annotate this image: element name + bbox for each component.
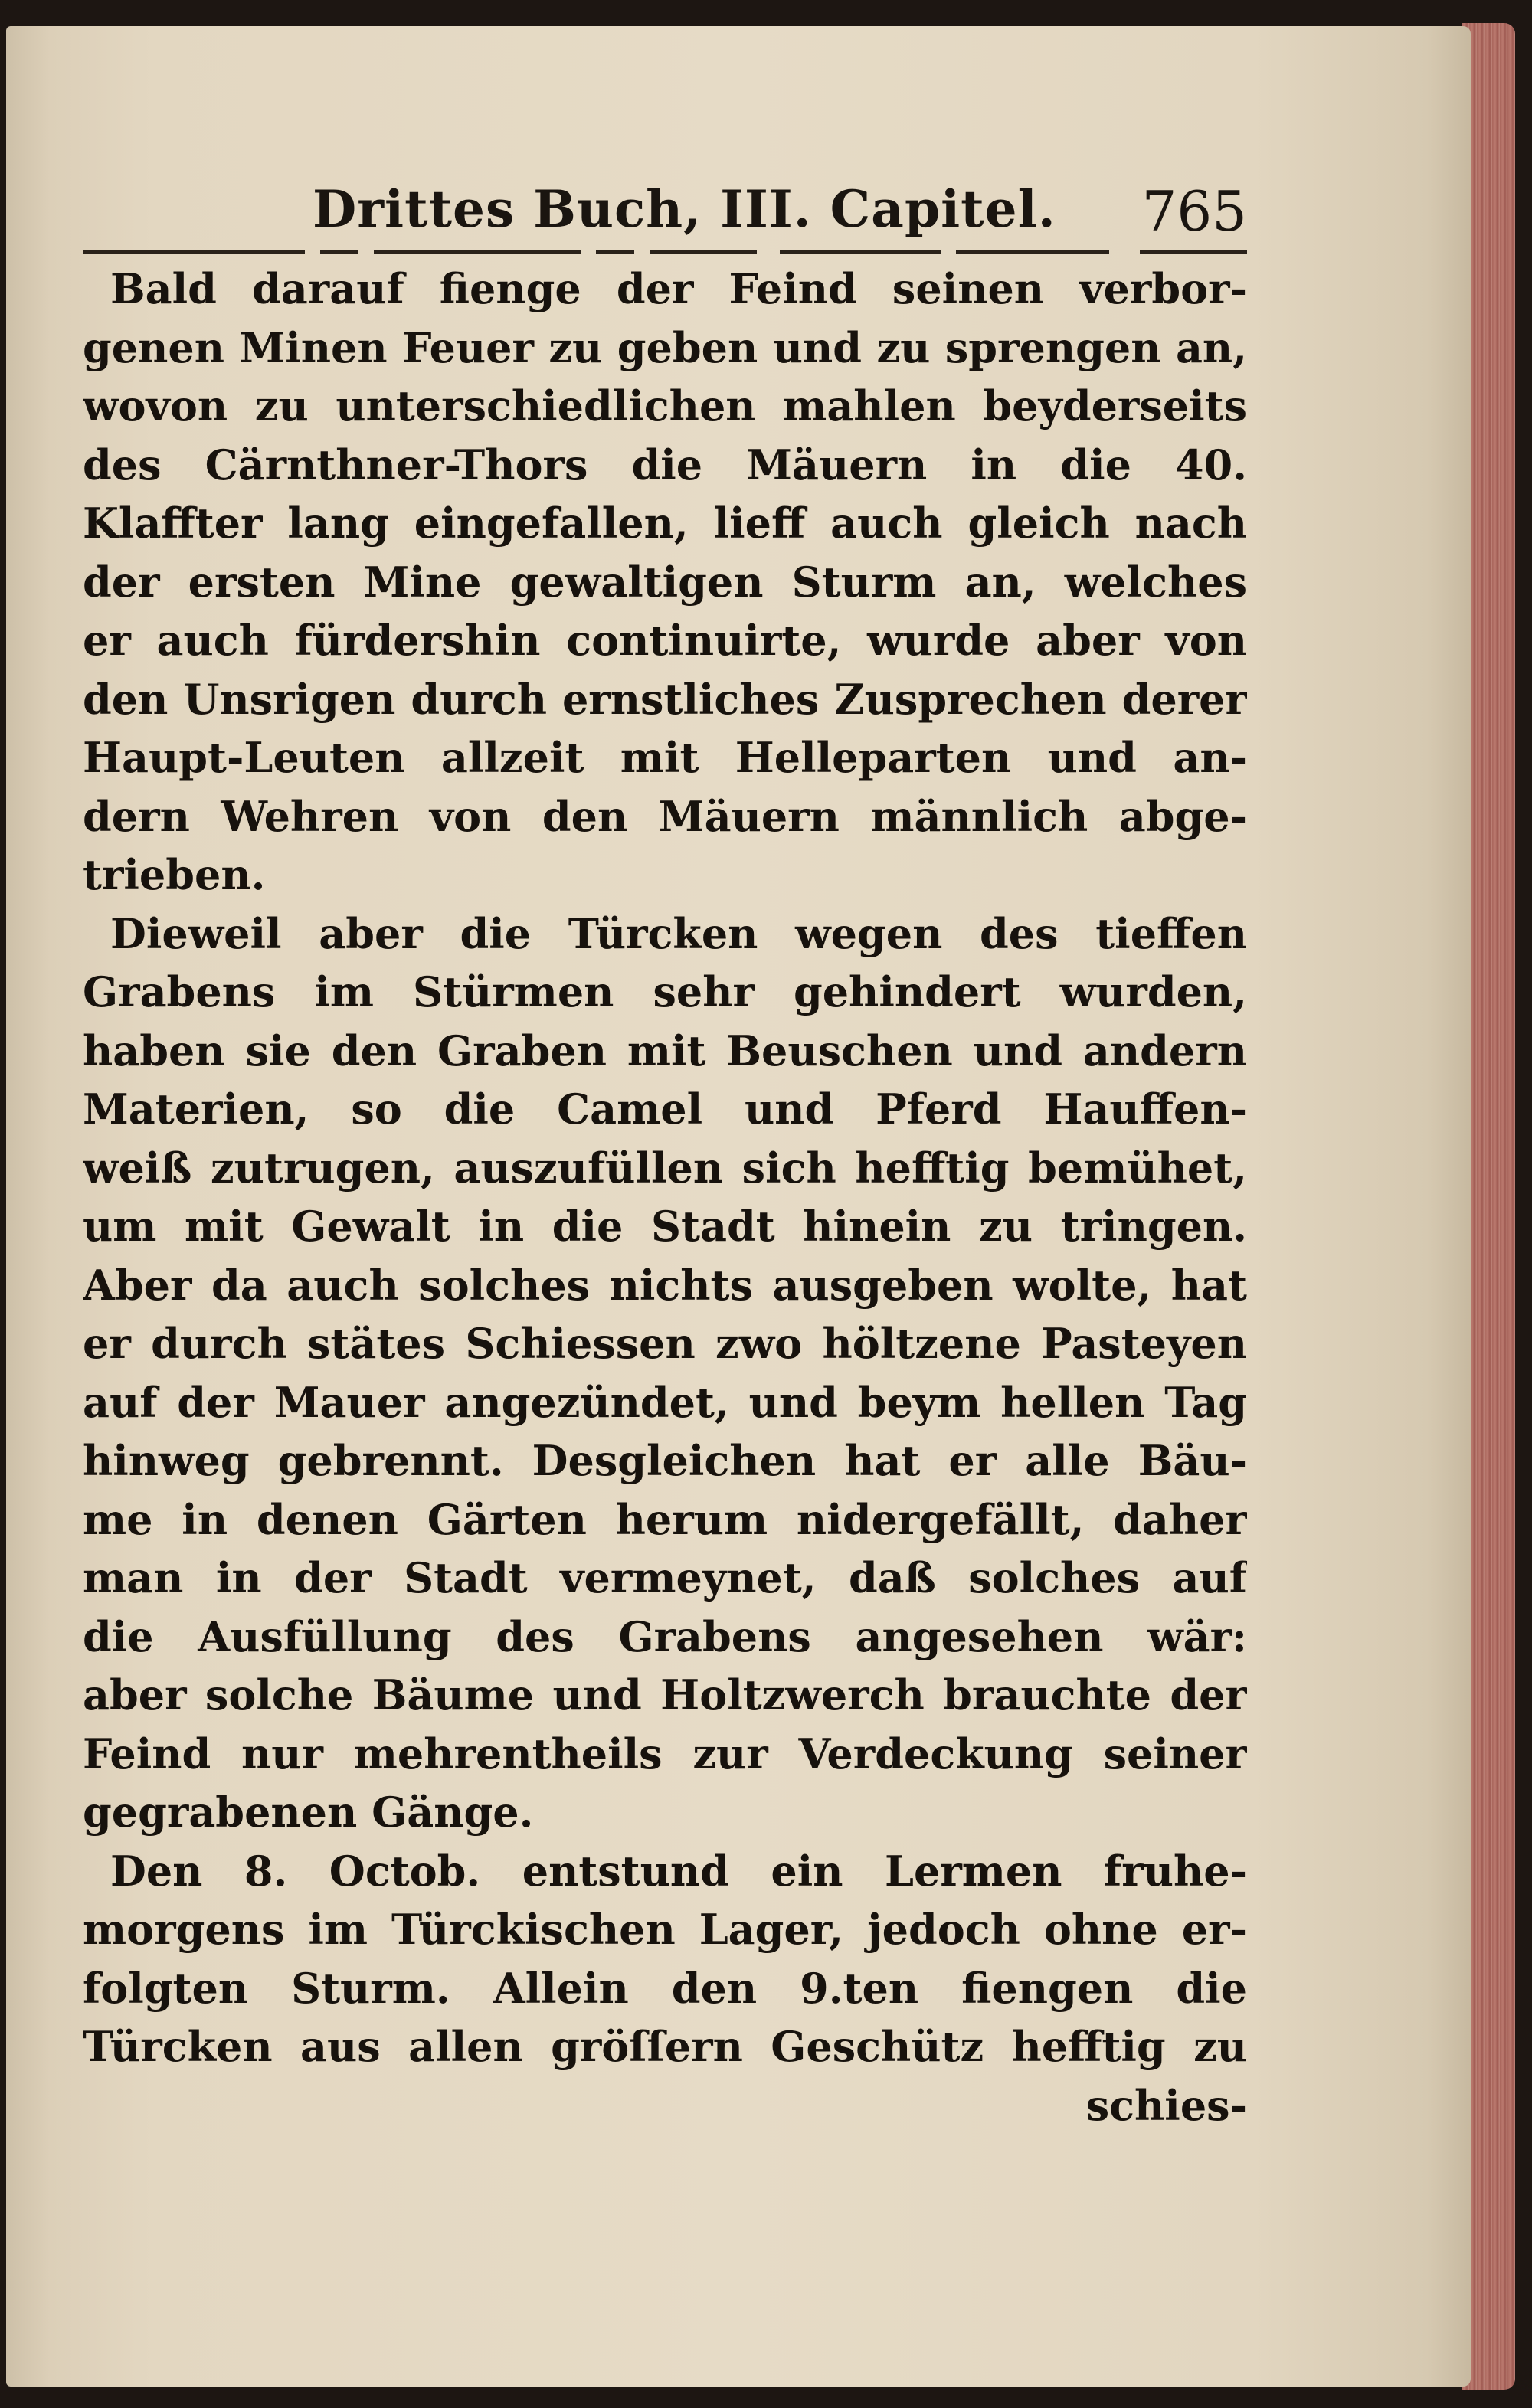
text-line: Klaffter lang eingefallen, lieff auch gleich nach: [83, 499, 1247, 548]
text-line: dern Wehren von den Mäuern männlich abge-: [83, 791, 1247, 841]
header-rule: [83, 250, 305, 254]
book-page: [6, 26, 1471, 2387]
text-line: Türcken aus allen gröſſern Geschütz hefftig zu: [83, 2022, 1247, 2071]
body-text: [83, 260, 1247, 2135]
text-line: er durch stätes Schiessen zwo höltzene Pasteyen: [83, 1319, 1247, 1368]
text-line: weiß zutrugen, auszufüllen sich hefftig bemühet,: [83, 1143, 1247, 1193]
text-line: genen Minen Feuer zu geben und zu sprengen an,: [83, 322, 1247, 372]
text-line: die Ausfüllung des Grabens angesehen wär:: [83, 1611, 1247, 1661]
page-header: [83, 179, 1247, 256]
header-rule: [320, 250, 358, 254]
text-line: Aber da auch solches nichts ausgeben wolte, hat: [83, 1260, 1247, 1310]
text-line: Bald darauf fienge der Feind seinen verbor-: [110, 264, 1247, 313]
catchword: schies-: [1085, 2080, 1247, 2130]
text-line: haben sie den Graben mit Beuschen und andern: [83, 1026, 1247, 1075]
text-line: gegrabenen Gänge.: [83, 1788, 534, 1837]
text-line: den Unsrigen durch ernstliches Zusprechen derer: [83, 674, 1247, 724]
header-rule: [374, 250, 581, 254]
page-number: 765: [1141, 179, 1247, 244]
text-line: me in denen Gärten herum nidergefällt, daher: [83, 1494, 1247, 1544]
text-line: hinweg gebrennt. Desgleichen hat er alle Bäu-: [83, 1436, 1247, 1485]
text-line: Grabens im Stürmen sehr gehindert wurden,: [83, 967, 1247, 1016]
text-line: morgens im Türckischen Lager, jedoch ohne er-: [83, 1905, 1247, 1954]
text-line: folgten Sturm. Allein den 9.ten fiengen die: [83, 1963, 1247, 2013]
header-rule: [596, 250, 634, 254]
text-line: Feind nur mehrentheils zur Verdeckung seiner: [83, 1729, 1247, 1778]
running-head: Drittes Buch, III. Capitel.: [313, 179, 1056, 239]
text-line: Materien, so die Camel und Pferd Hauffen-: [83, 1085, 1247, 1134]
paragraph-2: [83, 905, 1247, 1842]
text-line: des Cärnthner-Thors die Mäuern in die 40.: [83, 440, 1247, 489]
text-line: Dieweil aber die Türcken wegen des tieffen: [110, 908, 1247, 958]
text-line: Den 8. Octob. entstund ein Lermen fruhe-: [110, 1846, 1247, 1896]
text-line: aber solche Bäume und Holtzwerch brauchte der: [83, 1670, 1247, 1719]
text-line: auf der Mauer angezündet, und beym hellen Tag: [83, 1377, 1247, 1427]
text-line: der ersten Mine gewaltigen Sturm an, welches: [83, 557, 1247, 607]
header-rule: [780, 250, 941, 254]
text-line: wovon zu unterschiedlichen mahlen beyderseits: [83, 381, 1247, 430]
text-line: trieben.: [83, 850, 266, 899]
text-line: er auch fürdershin continuirte, wurde aber von: [83, 616, 1247, 665]
paragraph-1: [83, 260, 1247, 905]
paragraph-3: [83, 1842, 1247, 2076]
header-rule: [1140, 250, 1247, 254]
text-line: man in der Stadt vermeynet, daß solches auf: [83, 1553, 1247, 1602]
header-rule: [956, 250, 1109, 254]
text-line: um mit Gewalt in die Stadt hinein zu tringen.: [83, 1202, 1247, 1251]
text-line: Haupt-Leuten allzeit mit Helleparten und an-: [83, 733, 1247, 782]
header-rule: [650, 250, 757, 254]
